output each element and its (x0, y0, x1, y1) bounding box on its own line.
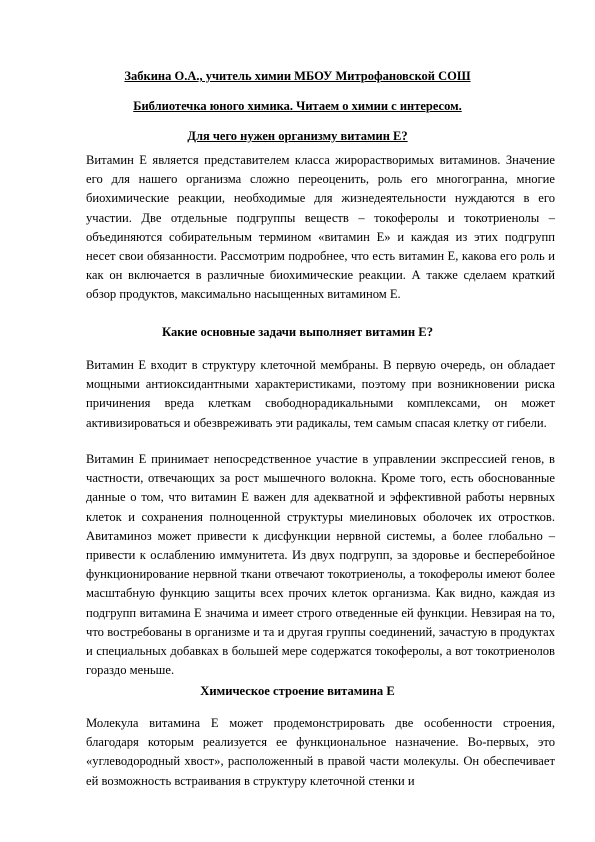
document-title: Для чего нужен организму витамин Е? (187, 129, 408, 143)
paragraph-structure: Молекула витамина Е может продемонстрировать две особенности строения, благодаря которым реализуется ее функциональное назначение. Во-первых, это «углеводородный хвост», расположенный в правой части молекулы. Он обеспечивает ей возможность встраивания в структуру клеточной стенки и (86, 716, 555, 788)
series-line: Библиотечка юного химика. Читаем о химии с интересом. (133, 99, 462, 113)
paragraph-gene-expression: Витамин Е принимает непосредственное участие в управлении экспрессией генов, в частности, отвечающих за рост мышечного волокна. Кроме того, есть обоснованные данные о том, что витамин Е важен для адекватной и эффективной работы нервных клеток и сохранения полноценной структуры миелиновых оболочек их отростков. Авитаминоз может привести к дисфункции нервной системы, а более глобально – привести к ослаблению иммунитета. Из двух подгрупп, за здоровье и бесперебойное функционирование нервной ткани отвечают токотриенолы, а токоферолы имеют более масштабную функцию защиты всех прочих клеток организма. Как видно, каждая из подгрупп витамина Е значима и имеет строго отведенные ей функции. Невзирая на то, что востребованы в организме и та и другая группы соединений, зачастую в продуктах и специальных добавках в большей мере содержатся токоферолы, а вот токотриенолов гораздо меньше. (86, 452, 555, 678)
paragraph-intro: Витамин Е является представителем класса жирорастворимых витаминов. Значение его для нашего организма сложно переоценить, роль его многогранна, многие биохимические реакции, необходимые для жизнедеятельности нуждаются в его участии. Две отдельные подгруппы веществ – токоферолы и токотриенолы – объединяются собирательным термином «витамин Е» и каждая из этих подгрупп несет свои обязанности. Рассмотрим подробнее, что есть витамин Е, какова его роль и как он включается в различные биохимические реакции. А также сделаем краткий обзор продуктов, максимально насыщенных витамином Е. (86, 153, 555, 302)
paragraph-membrane: Витамин Е входит в структуру клеточной мембраны. В первую очередь, он обладает мощными антиоксидантными характеристиками, поэтому при возникновении риска причинения вреда клеткам свободнорадикальными комплексами, он может активизироваться и обезвреживать эти радикалы, тем самым спасая клетку от гибели. (86, 358, 555, 430)
section-heading-tasks: Какие основные задачи выполняет витамин Е? (161, 325, 433, 339)
section-heading-structure: Химическое строение витамина Е (200, 684, 395, 698)
author-line: Забкина О.А., учитель химии МБОУ Митрофановской СОШ (124, 69, 471, 83)
